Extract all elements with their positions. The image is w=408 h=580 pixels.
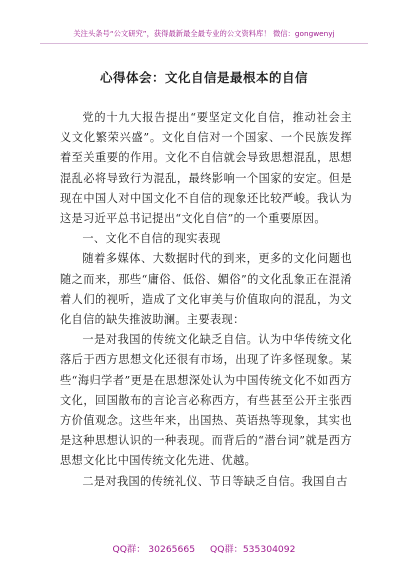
document-title: 心得体会：文化自信是最根本的自信	[99, 70, 308, 85]
paragraph-point-two: 二是对我国的传统礼仪、节日等缺乏自信。我国自古	[82, 474, 348, 488]
paragraph-background: 随着多媒体、大数据时代的到来，更多的文化问题也随之而来，那些“庸俗、低俗、媚俗”的文化乱象正在混淆着人们的视听，造成了文化审美与价值取向的混乱，为文化自信的缺失推波助澜。主要表现：	[60, 252, 352, 327]
paragraph-intro: 党的十九大报告提出“要坚定文化自信，推动社会主义文化繁荣兴盛”。文化自信对一个国家、一个民族发挥着至关重要的作用。文化不自信就会导致思想混乱，思想混乱必将导致行为混乱，最终影响一个国家的安定。但是现在中国人对中国文化不自信的现象还比较严峻。我认为这是习近平总书记提出“文化自信”的一个重要原因。	[60, 111, 352, 226]
footer-qq-group-1: QQ群： 30265665	[112, 544, 196, 555]
page-footer	[0, 541, 408, 555]
header-note: 关注头条号“公文研究”，获得最新最全最专业的公文资料库！ 微信：gongwenyj	[73, 29, 335, 38]
page-header	[40, 21, 368, 44]
document-body	[60, 108, 352, 492]
paragraph-point-one: 一是对我国的传统文化缺乏自信。认为中华传统文化落后于西方思想文化还很有市场，出现了许多怪现象。某些“海归学者”更是在思想深处认为中国传统文化不如西方文化，回国散布的言论言必称西方，有些甚至公开主张西方价值观念。这些年来，出国热、英语热等现象，其实也是这种思想认识的一种表现。而背后的“潜台词”就是西方思想文化比中国传统文化先进、优越。	[60, 333, 352, 468]
section-heading: 一、文化不自信的现实表现	[82, 232, 221, 246]
footer-qq-group-2: QQ群：535304092	[210, 544, 296, 555]
